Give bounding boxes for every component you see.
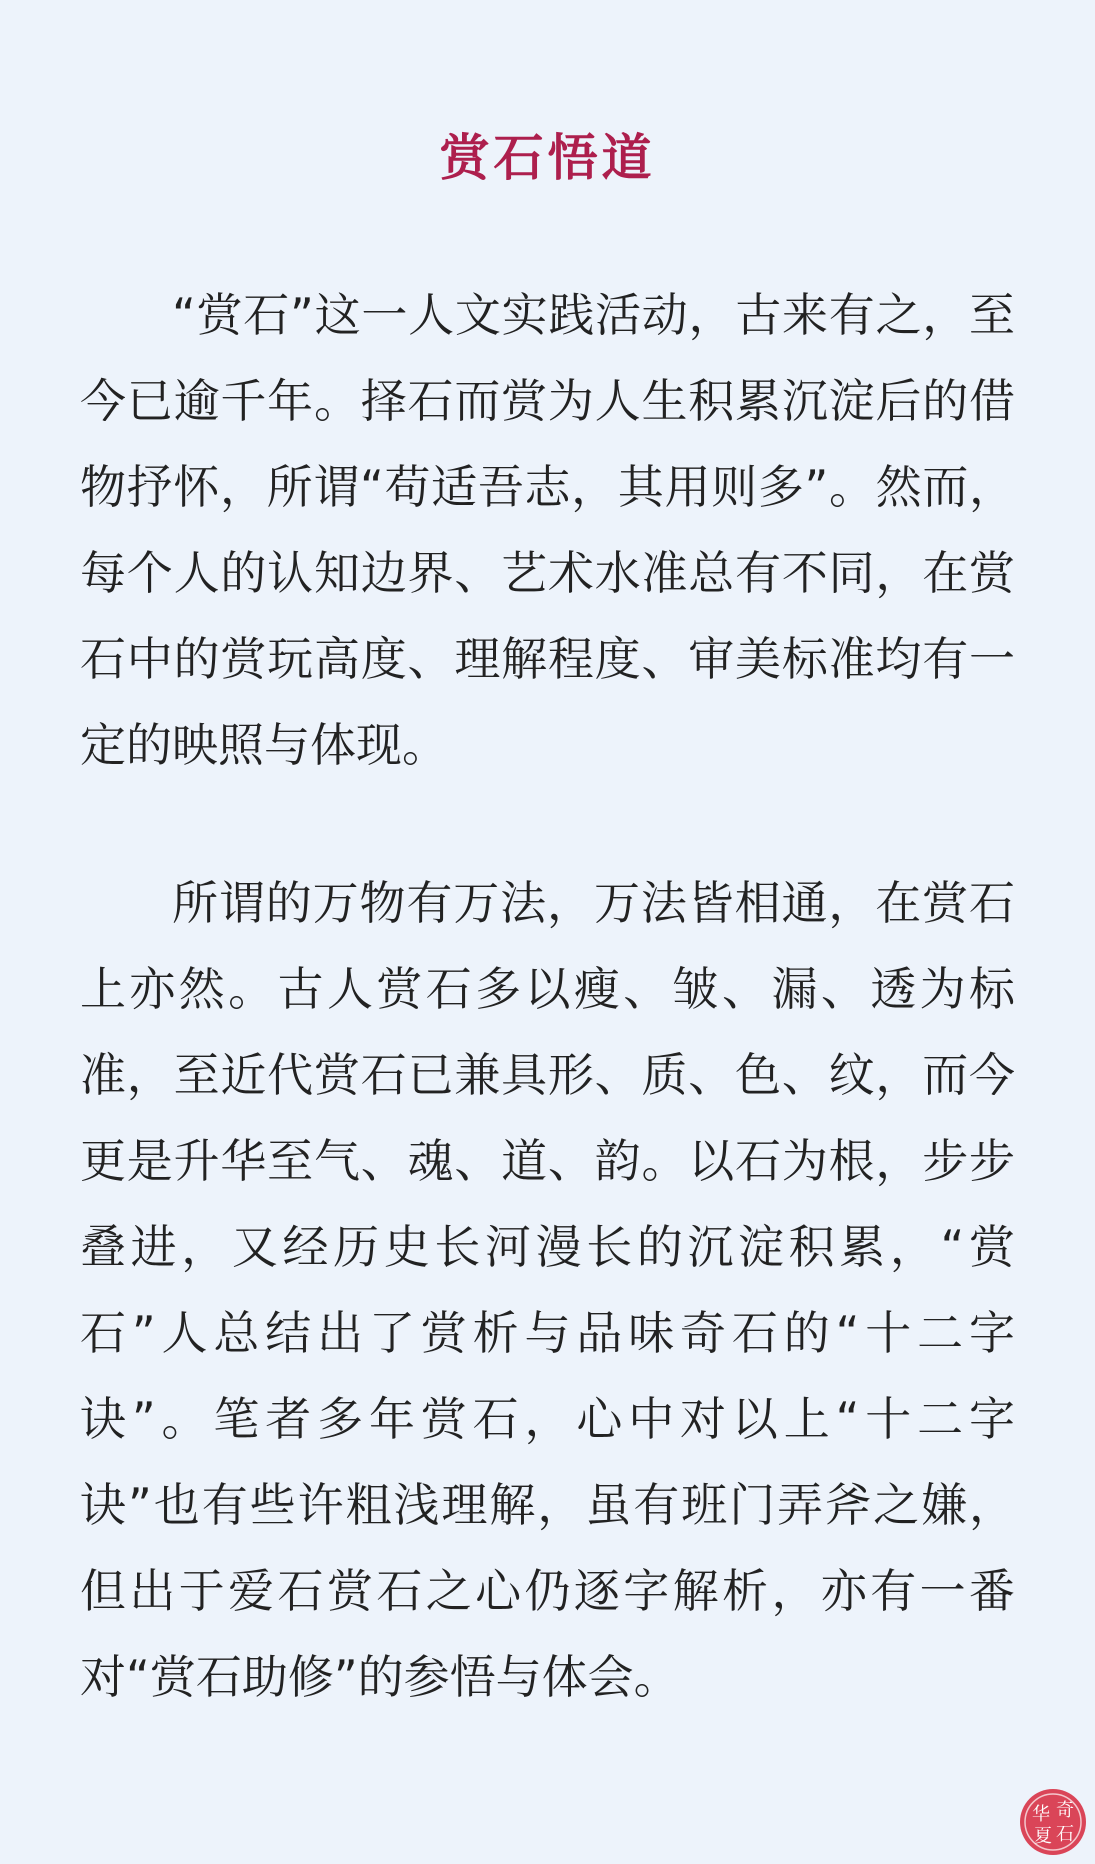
seal-icon xyxy=(1017,1786,1089,1858)
article-paragraph: 所谓的万物有万法，万法皆相通，在赏石上亦然。古人赏石多以瘦、皱、漏、透为标准，至近代赏石已兼具形、质、色、纹，而今更是升华至气、魂、道、韵。以石为根，步步叠进，又经历史长河漫长的沉淀积累，“赏石”人总结出了赏析与品味奇石的“十二字诀”。笔者多年赏石，心中对以上“十二字诀”也有些许粗浅理解，虽有班门弄斧之嫌，但出于爱石赏石之心仍逐字解析，亦有一番对“赏石助修”的参悟与体会。 xyxy=(80,876,1015,1704)
svg-text:夏: 夏 xyxy=(1034,1826,1052,1847)
svg-text:华: 华 xyxy=(1032,1804,1050,1825)
svg-text:石: 石 xyxy=(1056,1824,1074,1845)
svg-text:奇: 奇 xyxy=(1056,1800,1074,1821)
watermark-logo xyxy=(1017,1786,1089,1858)
article-title: 赏石悟道 xyxy=(439,129,656,187)
article-paragraph: “赏石”这一人文实践活动，古来有之，至今已逾千年。择石而赏为人生积累沉淀后的借物抒怀，所谓“苟适吾志，其用则多”。然而，每个人的认知边界、艺术水准总有不同，在赏石中的赏玩高度、理解程度、审美标准均有一定的映照与体现。 xyxy=(80,288,1015,772)
